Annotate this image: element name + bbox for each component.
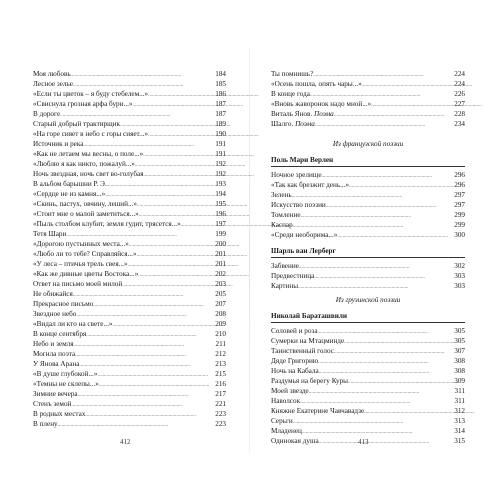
toc-entry	[33, 379, 226, 389]
entry-page-number: 303	[454, 282, 465, 290]
toc-entry	[33, 129, 226, 139]
entry-title: «Темны не склепы...»	[33, 380, 99, 388]
toc-entry	[33, 249, 226, 259]
entry-title: «Люблю я как никто, пожалуй...»	[33, 160, 135, 168]
toc-entry	[271, 376, 465, 386]
entry-page-number: 224	[454, 70, 465, 78]
toc-entry	[33, 399, 226, 409]
entry-page-number: 307	[454, 347, 465, 355]
entry-title: «Среди необорима...»	[271, 231, 338, 239]
entry-title: Таинственный голос	[271, 347, 334, 355]
toc-entry	[271, 89, 465, 99]
entry-page-number: 227	[454, 100, 465, 108]
left-page-number: 412	[120, 438, 131, 446]
entry-page-number: 305	[454, 337, 465, 345]
entry-title: Прекрасное письмо	[33, 300, 94, 308]
toc-entry	[33, 319, 226, 329]
entry-title: Звездное небо	[33, 310, 77, 318]
entry-page-number: 210	[215, 330, 226, 338]
toc-entry	[33, 79, 226, 89]
entry-title: «Как не летаем мы весны, о поле...»	[33, 150, 144, 158]
entry-page-number: 299	[454, 211, 465, 219]
entry-title: «Так как брезжит день...»	[271, 181, 350, 189]
toc-entry	[33, 179, 226, 189]
entry-page-number: 223	[215, 420, 226, 428]
toc-entry	[33, 339, 226, 349]
left-page-contents	[33, 69, 226, 429]
toc-entry	[33, 89, 226, 99]
entry-page-number: 311	[454, 397, 465, 405]
toc-entry	[33, 259, 226, 269]
entry-page-number: 192	[215, 170, 226, 178]
entry-title: В альбом барышни Р. Э.	[33, 180, 107, 188]
entry-page-number: 228	[454, 110, 465, 118]
right-page-contents	[271, 69, 465, 446]
entry-page-number: 207	[215, 300, 226, 308]
entry-title: «Осень пошла, опять чары...»	[271, 80, 362, 88]
toc-entry	[271, 119, 465, 129]
toc-entry	[33, 69, 226, 79]
entry-title: Ночь звездная, ночь свет во-голубая	[33, 170, 144, 178]
toc-entry	[33, 229, 226, 239]
toc-entry	[271, 356, 465, 366]
toc-entry	[33, 139, 226, 149]
entry-page-number: 297	[454, 201, 465, 209]
entry-title: В конце года	[271, 90, 310, 98]
entry-page-number: 205	[215, 290, 226, 298]
entry-title: «В душе глубокой...»	[33, 370, 98, 378]
dot-leader	[315, 119, 454, 131]
entry-page-number: 193	[215, 180, 226, 188]
toc-entry	[33, 349, 226, 359]
entry-title: Шалго. Поэма	[271, 120, 315, 128]
entry-page-number: 189	[215, 120, 226, 128]
entry-title: «Стоит мне о малой заметиться...»	[33, 210, 139, 218]
toc-entry	[33, 269, 226, 279]
entry-title: В дороге	[33, 110, 61, 118]
toc-entry	[33, 419, 226, 429]
entry-page-number: 224	[454, 80, 465, 88]
toc-entry	[271, 99, 465, 109]
author-rule	[271, 166, 465, 167]
entry-page-number: 315	[454, 437, 465, 445]
toc-entry	[33, 329, 226, 339]
entry-page-number: 213	[215, 360, 226, 368]
section-heading-french: Из французской поэзии	[332, 140, 404, 148]
toc-entry	[33, 209, 226, 219]
entry-page-number: 187	[215, 110, 226, 118]
toc-entry	[33, 169, 226, 179]
entry-page-number: 305	[454, 327, 465, 335]
entry-title: Моя любовь	[33, 70, 71, 78]
entry-title: У Янова Арана	[33, 360, 80, 368]
author-name: Шарль ван Лерберг	[271, 247, 336, 255]
toc-entry	[33, 279, 226, 289]
toc-entry	[33, 299, 226, 309]
entry-title: Младенец	[271, 427, 302, 435]
entry-page-number: 195	[215, 200, 226, 208]
toc-entry	[271, 271, 465, 281]
toc-entry	[271, 230, 465, 240]
toc-entry	[33, 239, 226, 249]
dot-leader	[319, 436, 455, 448]
entry-title: Предвестница	[271, 272, 315, 280]
toc-entry	[33, 109, 226, 119]
entry-title: Стенъ земой	[33, 400, 72, 408]
entry-page-number: 216	[215, 380, 226, 388]
entry-title: Зимние вечера	[33, 390, 78, 398]
toc-entry	[33, 99, 226, 109]
entry-title: Томление	[271, 211, 301, 219]
entry-title: «У леса – птичья трель свея...»	[33, 260, 128, 268]
entry-page-number: 309	[454, 377, 465, 385]
toc-entry	[33, 189, 226, 199]
entry-title: Тетя Шари	[33, 230, 67, 238]
toc-entry	[33, 199, 226, 209]
entry-page-number: 190	[215, 130, 226, 138]
entry-title: Раздумья на берегу Куры	[271, 377, 348, 385]
entry-page-number: 191	[215, 150, 226, 158]
entry-page-number: 226	[454, 90, 465, 98]
entry-page-number: 184	[215, 70, 226, 78]
dot-leader	[337, 230, 454, 242]
toc-entry	[271, 336, 465, 346]
toc-entry	[271, 281, 465, 291]
entry-page-number: 308	[454, 367, 465, 375]
entry-title: Не обижайся	[33, 290, 73, 298]
toc-entry	[33, 309, 226, 319]
toc-entry	[271, 180, 465, 190]
entry-title: Соловей и роза	[271, 327, 318, 335]
toc-entry	[33, 409, 226, 419]
entry-title: Картины	[271, 282, 299, 290]
entry-title: «Вновь жаворонок надо мной...»	[271, 100, 372, 108]
entry-page-number: 201	[215, 250, 226, 258]
entry-title: Источник и река	[33, 140, 84, 148]
toc-entry	[33, 289, 226, 299]
entry-title: «Видал ли кто на свете...»	[33, 320, 113, 328]
toc-entry	[271, 406, 465, 416]
entry-title: Зелень	[271, 191, 292, 199]
toc-entry	[271, 220, 465, 230]
section-heading-georgian: Из грузинской поэзии	[335, 296, 401, 304]
entry-title: Сумерки на Мтацминде	[271, 337, 345, 345]
entry-page-number: 215	[215, 370, 226, 378]
entry-title: Старый добрый трактирщик	[33, 120, 121, 128]
page-gutter	[249, 48, 250, 453]
entry-page-number: 302	[454, 262, 465, 270]
entry-title: Моей звезде	[271, 387, 309, 395]
entry-page-number: 299	[454, 221, 465, 229]
entry-page-number: 197	[215, 220, 226, 228]
toc-entry	[271, 190, 465, 200]
toc-entry	[271, 426, 465, 436]
entry-page-number: 187	[215, 100, 226, 108]
toc-entry	[271, 261, 465, 271]
toc-entry	[271, 416, 465, 426]
author-name: Поль Мари Верлен	[271, 156, 334, 164]
entry-title: Забвение	[271, 262, 299, 270]
toc-entry	[33, 159, 226, 169]
entry-page-number: 311	[454, 387, 465, 395]
entry-page-number: 300	[454, 231, 465, 239]
entry-page-number: 212	[215, 350, 226, 358]
entry-title: Наволсок	[271, 397, 301, 405]
entry-page-number: 296	[454, 181, 465, 189]
author-name: Николай Бараташвили	[271, 312, 348, 320]
entry-title: «Свиснула грозная арфа бури...»	[33, 100, 133, 108]
toc-entry	[271, 396, 465, 406]
entry-page-number: 196	[215, 210, 226, 218]
entry-title: «Если ты цветок – я буду стебелем...»	[33, 90, 149, 98]
entry-page-number: 211	[215, 340, 226, 348]
entry-title: Дяде Григорию	[271, 357, 319, 365]
entry-title: В конце сентября	[33, 330, 87, 338]
entry-page-number: 186	[215, 90, 226, 98]
entry-page-number: 192	[215, 160, 226, 168]
entry-title: Ответ на письмо моей милой	[33, 280, 123, 288]
entry-title: Лесное зелье	[33, 80, 73, 88]
toc-entry	[33, 359, 226, 369]
entry-title: В родных местах	[33, 410, 86, 418]
toc-entry	[271, 170, 465, 180]
toc-entry	[271, 109, 465, 119]
entry-page-number: 221	[215, 400, 226, 408]
entry-title: «На горе сияет в небо с горы сияет...»	[33, 130, 149, 138]
toc-entry	[33, 369, 226, 379]
toc-entry	[271, 210, 465, 220]
entry-title: Одинокая душа	[271, 437, 319, 445]
entry-page-number: 313	[454, 417, 465, 425]
toc-entry	[271, 346, 465, 356]
toc-entry	[271, 69, 465, 79]
toc-entry	[271, 200, 465, 210]
toc-entry	[33, 389, 226, 399]
entry-title: В плену	[33, 420, 58, 428]
entry-title: Виталь Янов. Поэма	[271, 110, 334, 118]
entry-title: Ночное зрелище	[271, 171, 322, 179]
dot-leader	[58, 419, 216, 431]
entry-title: «Сердце не из камня...»	[33, 190, 106, 198]
toc-entry	[33, 149, 226, 159]
entry-title: Могила поэта	[33, 350, 76, 358]
entry-page-number: 191	[215, 140, 226, 148]
entry-page-number: 208	[215, 310, 226, 318]
entry-title: «Как же дивные цветы Востока...»	[33, 270, 139, 278]
toc-entry	[33, 219, 226, 229]
entry-title: Искусство поэзии	[271, 201, 326, 209]
entry-page-number: 194	[215, 190, 226, 198]
entry-title: Небо и земля	[33, 340, 74, 348]
entry-page-number: 185	[215, 80, 226, 88]
entry-title: «Дорогою пустынных места...»	[33, 240, 129, 248]
entry-title: «Пыль столбом клубит, земля гудит, трясется...»	[33, 220, 181, 228]
entry-title: «Любо ли то тебе? Справляйся...»	[33, 250, 137, 258]
entry-page-number: 201	[215, 260, 226, 268]
entry-title: Ночь на Кабала	[271, 367, 319, 375]
entry-page-number: 296	[454, 171, 465, 179]
entry-page-number: 308	[454, 357, 465, 365]
entry-page-number: 223	[215, 410, 226, 418]
entry-page-number: 303	[454, 272, 465, 280]
right-page-number: 413	[358, 438, 369, 446]
entry-title: Серьги	[271, 417, 293, 425]
dot-leader	[298, 281, 454, 293]
entry-page-number: 202	[215, 270, 226, 278]
toc-entry	[271, 366, 465, 376]
entry-title: Княжне Екатерине Чавчавадзе	[271, 407, 365, 415]
toc-entry	[271, 386, 465, 396]
entry-title: Каспар	[271, 221, 293, 229]
author-rule	[271, 322, 465, 323]
entry-title: «Скинь, пастух, овчину, леший...»	[33, 200, 137, 208]
entry-page-number: 199	[215, 230, 226, 238]
toc-entry	[271, 326, 465, 336]
entry-page-number: 209	[215, 320, 226, 328]
entry-page-number: 217	[215, 390, 226, 398]
entry-page-number: 200	[215, 240, 226, 248]
toc-entry	[33, 119, 226, 129]
entry-page-number: 297	[454, 191, 465, 199]
author-rule	[271, 257, 465, 258]
entry-page-number: 314	[454, 427, 465, 435]
entry-title: Ты помнишь?	[271, 70, 314, 78]
toc-entry	[271, 79, 465, 89]
entry-page-number: 312	[454, 407, 465, 415]
entry-page-number: 234	[454, 120, 465, 128]
entry-page-number: 203	[215, 280, 226, 288]
